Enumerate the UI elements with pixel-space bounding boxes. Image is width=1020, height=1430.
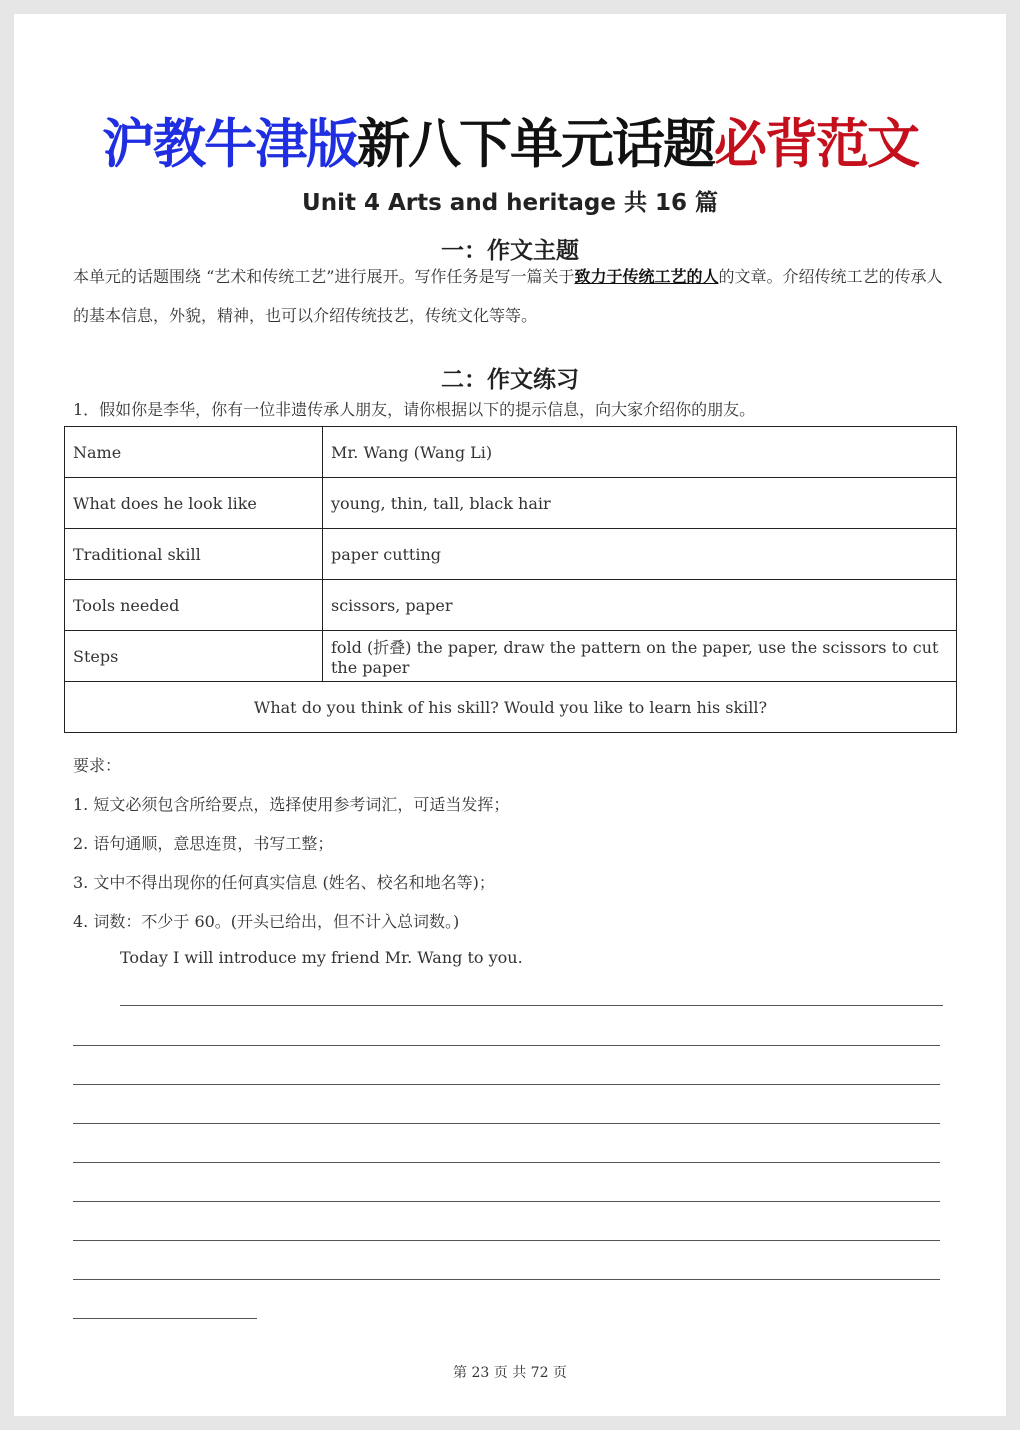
info-table [64,426,957,733]
title-part-black: 新八下单元话题 [357,114,714,175]
table-cell-value: scissors, paper [323,580,957,631]
table-cell-value: fold (折叠) the paper, draw the pattern on the paper, use the scissors to cut the paper [323,631,957,682]
page-title [14,102,1006,178]
section-heading-theme: 一：作文主题 [441,238,579,264]
table-row [65,682,957,733]
writing-line[interactable] [73,1162,940,1163]
requirement-item: 4. 词数：不少于 60。(开头已给出，但不计入总词数。) [73,912,460,931]
unit-subtitle: Unit 4 Arts and heritage 共 16 篇 [302,190,718,216]
writing-line[interactable] [73,1123,940,1124]
title-part-red: 必背范文 [714,114,918,175]
writing-line[interactable] [73,1045,940,1046]
theme-text-before: 本单元的话题围绕 “艺术和传统工艺”进行展开。写作任务是写一篇关于 [73,267,575,286]
practice-prompt: 1．假如你是李华，你有一位非遗传承人朋友，请你根据以下的提示信息，向大家介绍你的朋友。 [73,400,756,419]
theme-text-emphasis: 致力于传统工艺的人 [574,267,719,286]
opening-sentence: Today I will introduce my friend Mr. Wang to you. [120,948,523,967]
requirement-item: 3. 文中不得出现你的任何真实信息 (姓名、校名和地名等)； [73,873,495,892]
requirements-heading: 要求： [73,756,122,775]
title-part-blue: 沪教牛津版 [102,114,357,175]
table-footer-question: What do you think of his skill? Would you like to learn his skill? [65,682,957,733]
table-cell-value: paper cutting [323,529,957,580]
table-row [65,529,957,580]
table-row [65,478,957,529]
table-cell-label: Traditional skill [65,529,323,580]
page-footer: 第 23 页 共 72 页 [453,1365,567,1381]
theme-paragraph [73,257,951,335]
table-cell-label: Name [65,427,323,478]
requirement-item: 2. 语句通顺，意思连贯，书写工整； [73,834,334,853]
document-page [14,14,1006,1416]
writing-line[interactable] [73,1201,940,1202]
writing-line[interactable] [120,1005,943,1006]
table-cell-value: Mr. Wang (Wang Li) [323,427,957,478]
table-row [65,580,957,631]
section-heading-practice: 二：作文练习 [441,367,579,393]
writing-line[interactable] [73,1279,940,1280]
requirement-item: 1. 短文必须包含所给要点，选择使用参考词汇，可适当发挥； [73,795,510,814]
table-cell-label: Tools needed [65,580,323,631]
table-row [65,631,957,682]
writing-line[interactable] [73,1084,940,1085]
table-row [65,427,957,478]
table-cell-label: Steps [65,631,323,682]
table-cell-label: What does he look like [65,478,323,529]
theme-text-after: 的文章。介绍传统工艺的传承人的基本信息，外貌，精神，也可以介绍传统技艺，传统文化等等。 [73,267,943,325]
writing-line[interactable] [73,1318,257,1319]
writing-line[interactable] [73,1240,940,1241]
table-cell-value: young, thin, tall, black hair [323,478,957,529]
